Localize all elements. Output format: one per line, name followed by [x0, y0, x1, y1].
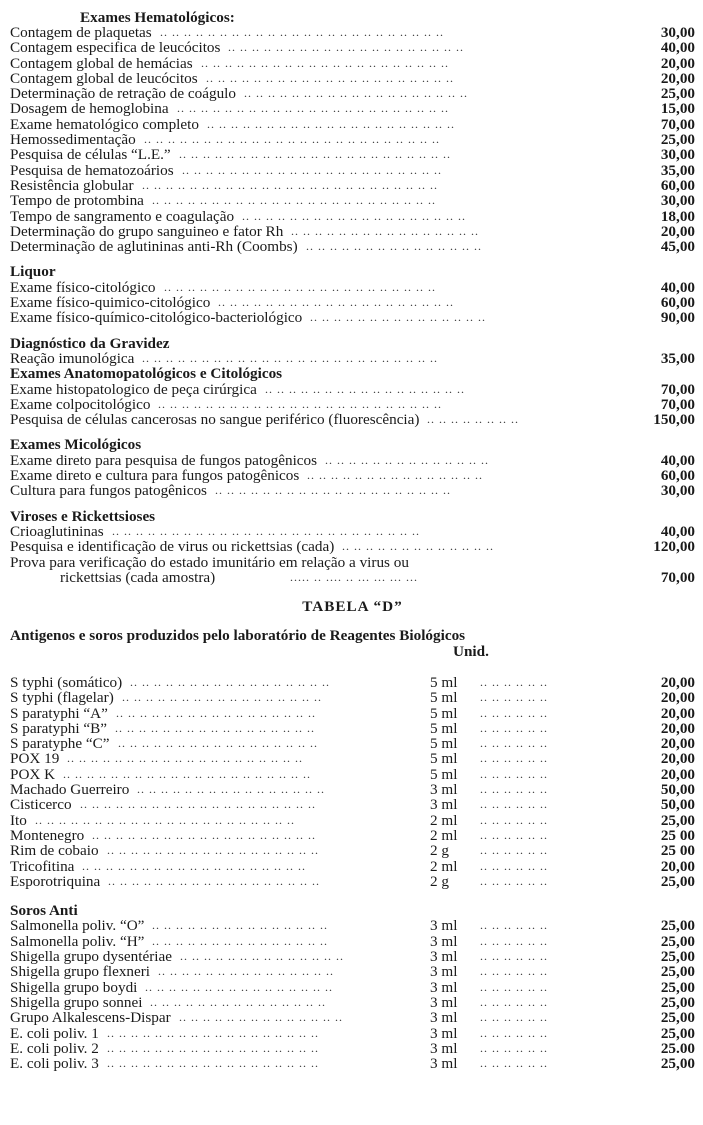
item-unit: 3 ml: [430, 963, 458, 981]
leader-dots: .. .. .. .. .. ..: [480, 1010, 548, 1025]
item-price: 50,00: [660, 796, 695, 814]
item-price: 120,00: [653, 538, 695, 556]
item-unit: 5 ml: [430, 750, 458, 768]
item-price: 30,00: [660, 192, 695, 210]
item-label: Exame direto para pesquisa de fungos patogênicos: [10, 451, 318, 469]
list-item: [10, 468, 695, 483]
item-price: 90,00: [660, 309, 695, 327]
item-price: 20,00: [660, 765, 695, 783]
item-price: 20,00: [660, 750, 695, 768]
item-label: Shigella grupo dysentériae: [10, 948, 172, 966]
leader-dots: .. .. .. .. .. ..: [480, 918, 548, 933]
item-label: E. coli poliv. 3: [10, 1055, 99, 1073]
item-label: Exame direto e cultura para fungos patogênicos: [10, 467, 300, 485]
leader-dots: .. .. .. .. .. .. .. .. .. .. .. .. .. .. .. .. .. .. ..: [242, 208, 466, 223]
leader-dots: .. .. .. .. .. ..: [480, 1025, 548, 1040]
item-label: POX K: [10, 765, 56, 783]
item-price: 70,00: [660, 115, 695, 133]
leader-dots: .. .. .. .. .. .. .. .. .. .. .. .. .. .. .. .. ..: [122, 690, 322, 705]
list-item: [10, 397, 695, 412]
item-unit: 5 ml: [430, 719, 458, 737]
soros-anti-list: [10, 918, 695, 1071]
item-unit: 5 ml: [430, 673, 458, 691]
leader-dots: .. .. .. .. .. .. .. .. .. .. .. .. .. .. .. .. .. .. .. .. .. .. .. ..: [152, 193, 436, 208]
item-label: Rim de cobaio: [10, 842, 99, 860]
list-item: [10, 310, 695, 325]
item-price: 20,00: [660, 689, 695, 707]
item-price: 25.00: [660, 1039, 695, 1057]
list-item: [10, 843, 695, 858]
list-item: [10, 117, 695, 132]
item-unit: 5 ml: [430, 704, 458, 722]
item-label: Determinação de retração de coágulo: [10, 85, 236, 103]
item-price: 70,00: [660, 395, 695, 413]
item-label: Ito: [10, 811, 27, 829]
leader-dots: .. .. .. .. .. ..: [480, 873, 548, 888]
leader-dots: .. .. .. .. .. .. .. .. .. .. .. .. .. .. .. .. ..: [116, 705, 316, 720]
item-label: Exame físico-citológico: [10, 278, 156, 296]
item-price: 25,00: [660, 993, 695, 1011]
leader-dots: .. .. .. .. .. .. .. .. .. .. .. .. .. .. .. .. .. .. .. .. .. .. ..: [179, 147, 451, 162]
list-item: [10, 797, 695, 812]
item-label: POX 19: [10, 750, 60, 768]
item-unit: 5 ml: [430, 765, 458, 783]
list-item: [10, 193, 695, 208]
item-price: 25,00: [660, 1009, 695, 1027]
item-price: 25,00: [660, 85, 695, 103]
leader-dots: .. .. .. .. .. .. .. .. .. .. .. .. .. .. ..: [152, 933, 328, 948]
item-label: Grupo Alkalescens-Dispar: [10, 1009, 171, 1027]
leader-dots: .. .. .. .. .. .. .. .. .. .. .. .. .. .. .. .. .. .. .. .. .. .. ..: [164, 279, 436, 294]
item-label: Crioaglutininas: [10, 522, 104, 540]
section-title: Exames Hematológicos:: [80, 9, 235, 26]
tabela-d-list: [10, 675, 695, 889]
item-label: Salmonella poliv. “H”: [10, 932, 145, 950]
list-item: [10, 524, 695, 539]
list-item: rickettsias (cada amostra) ..... .. .... .. ... ... ... ... 70,00: [60, 568, 695, 586]
list-item: [10, 224, 695, 239]
leader-dots: .. .. .. .. .. .. .. .. .. .. .. .. .. .. .. .. .. .. ..: [82, 858, 306, 873]
leader-dots: .. .. .. .. .. .. .. .. .. .. .. .. .. .. .. .. .. .. .. .. .. .. .. ..: [160, 25, 444, 39]
item-unit: 3 ml: [430, 1055, 458, 1073]
leader-dots: .. .. .. .. .. ..: [480, 827, 548, 842]
leader-dots: .. .. .. .. .. .. .. .. .. .. .. .. .. ..: [325, 452, 489, 467]
leader-dots: .. .. .. .. .. .. .. .. .. .. .. .. .. .. ..: [310, 310, 486, 325]
leader-dots: .. .. .. .. .. .. .. .. .. .. .. .. .. .. .. ..: [291, 223, 479, 238]
item-price: 60,00: [660, 294, 695, 312]
item-unit: 3 ml: [430, 932, 458, 950]
item-label: Determinação do grupo sanguineo e fator Rh: [10, 222, 284, 240]
item-price: 60,00: [660, 176, 695, 194]
item-label: Exame físico-químico-citológico-bacteriológico: [10, 309, 303, 327]
leader-dots: .. .. .. .. .. .. .. .. .. .. .. .. .. .. ..: [152, 918, 328, 933]
item-price: 25,00: [660, 131, 695, 149]
leader-dots: .. .. .. .. .. ..: [480, 674, 548, 689]
leader-dots: .. .. .. .. .. .. .. .. .. .. .. .. .. .. .. .. .. .. ..: [92, 827, 316, 842]
item-label: Montenegro: [10, 826, 85, 844]
list-item: [10, 239, 695, 254]
leader-dots: .. .. .. .. .. .. .. .. .. .. .. .. .. .. .. ..: [145, 979, 333, 994]
viroses-list: [10, 524, 695, 555]
item-label: Exame histopatologico de peça cirúrgica: [10, 380, 257, 398]
anatomo-list: [10, 382, 695, 428]
leader-dots: .. .. .. .. .. .. .. .. .. .. .. .. .. .. .. .. .. .. .. .. ..: [207, 116, 455, 131]
leader-dots: .. .. .. .. .. ..: [480, 751, 548, 766]
item-price: 40,00: [660, 39, 695, 57]
leader-dots: .. .. .. .. .. ..: [480, 736, 548, 751]
item-price: 20,00: [660, 704, 695, 722]
item-unit: 5 ml: [430, 689, 458, 707]
list-item: [10, 71, 695, 86]
leader-dots: .. .. .. .. .. .. .. .. .. .. .. .. .. .. .. .. ..: [130, 674, 330, 689]
item-price: 20,00: [660, 222, 695, 240]
list-item: [10, 1056, 695, 1071]
leader-dots: .. .. .. .. .. ..: [480, 994, 548, 1009]
item-unit: 3 ml: [430, 978, 458, 996]
table-subtitle: Antigenos e soros produzidos pelo laboratório de Reagentes Biológicos: [10, 627, 466, 645]
item-price: 18,00: [660, 207, 695, 225]
list-item: [10, 86, 695, 101]
item-label: Resistência globular: [10, 176, 134, 194]
list-item: [10, 675, 695, 690]
leader-dots: .. .. .. .. .. .. .. .. .. .. .. .. .. .. .. .. .. ..: [107, 843, 319, 858]
leader-dots: .. .. .. .. .. .. .. .. .. .. .. .. .. .. .. .. .. .. .. .. .. .. .. .. ..: [142, 350, 438, 365]
leader-dots: .. .. .. .. .. .. .. .. .. .. .. .. .. .. .. .. ..: [115, 720, 315, 735]
leader-dots: .. .. .. .. .. .. .. .. .. .. .. .. .. .. .. .. .. .. ..: [244, 86, 468, 101]
item-price: 20,00: [660, 69, 695, 87]
item-unit: 3 ml: [430, 948, 458, 966]
item-unit: 3 ml: [430, 1009, 458, 1027]
list-item: [10, 782, 695, 797]
leader-dots: .. .. .. .. .. .. .. .. .. .. .. .. .. .. .. .. .. .. .. .. .. .. .. .. ..: [142, 177, 438, 192]
item-label: Contagem global de hemácias: [10, 54, 193, 72]
leader-dots: .. .. .. .. .. ..: [480, 690, 548, 705]
leader-dots: .. .. .. .. .. .. .. .. .. .. .. .. .. .. .. .. .. .. .. .. .. .. .. .. ..: [144, 132, 440, 147]
list-item: [10, 147, 695, 162]
leader-dots: .. .. .. .. .. .. .. .. .. .. .. .. .. .. .. .. .. .. .. ..: [80, 797, 316, 812]
item-label: S paratyphi “A”: [10, 704, 108, 722]
item-price: 25 00: [660, 842, 695, 860]
list-item: [10, 382, 695, 397]
item-label: Contagem de plaquetas: [10, 24, 152, 41]
item-label: S paratyphi “B”: [10, 719, 108, 737]
list-item: [10, 813, 695, 828]
leader-dots: .. .. .. .. .. .. .. .. .. .. .. .. .. .. .. ..: [137, 782, 325, 797]
list-item: [10, 539, 695, 554]
list-item: [10, 874, 695, 889]
item-label: Tempo de protombina: [10, 192, 144, 210]
item-label: E. coli poliv. 1: [10, 1024, 99, 1042]
item-unit: 3 ml: [430, 796, 458, 814]
list-item: [10, 453, 695, 468]
item-price: 25,00: [660, 932, 695, 950]
leader-dots: .. .. .. .. .. .. .. .. .. .. .. .. .. .. .. .. .. ..: [107, 1025, 319, 1040]
leader-dots: .. .. .. .. .. ..: [480, 705, 548, 720]
item-label: Pesquisa de hematozoários: [10, 161, 174, 179]
item-label: Hemossedimentação: [10, 131, 136, 149]
leader-dots: .. .. .. .. .. .. .. .. .. .. .. .. .. .. ..: [158, 964, 334, 979]
leader-dots: .. .. .. .. .. ..: [480, 812, 548, 827]
list-item: [10, 767, 695, 782]
item-label: Pesquisa de células “L.E.”: [10, 146, 171, 164]
leader-dots: .. .. .. .. .. ..: [480, 1056, 548, 1071]
leader-dots: .. .. .. .. .. ..: [480, 858, 548, 873]
list-item: [10, 280, 695, 295]
leader-dots: .. .. .. .. .. .. .. .. .. .. .. .. .. .. ..: [306, 239, 482, 254]
list-item: [10, 859, 695, 874]
leader-dots: .. .. .. .. .. .. .. .. .. .. .. .. .. .. .. .. .. ..: [107, 1040, 319, 1055]
item-unit: 2 g: [430, 872, 449, 890]
item-price: 25,00: [660, 963, 695, 981]
list-item: [10, 736, 695, 751]
list-item: [10, 918, 695, 933]
list-item: [10, 934, 695, 949]
table-title: TABELA “D”: [302, 598, 403, 616]
item-price: 20,00: [660, 735, 695, 753]
item-price: 150,00: [653, 411, 695, 429]
leader-dots: .. .. .. .. .. .. .. .. .. .. .. .. .. .. .. .. .. .. .. ..: [228, 40, 464, 55]
item-price: 15,00: [660, 100, 695, 118]
item-price: 60,00: [660, 467, 695, 485]
leader-dots: .. .. .. .. .. .. .. .. .. .. .. .. ..: [342, 539, 494, 554]
item-label: Dosagem de hemoglobina: [10, 100, 169, 118]
item-unit: 2 ml: [430, 857, 458, 875]
item-label: Salmonella poliv. “O”: [10, 917, 145, 935]
item-label: Exame físico-quimico-citológico: [10, 294, 211, 312]
list-item: [10, 483, 695, 498]
item-price: 20,00: [660, 54, 695, 72]
item-unit: 5 ml: [430, 735, 458, 753]
leader-dots: .. .. .. .. .. .. .. .. .. .. .. .. .. .. .. .. ..: [265, 381, 465, 396]
list-item: [10, 964, 695, 979]
leader-dots: .. .. .. .. .. .. .. .. .. .. .. .. .. .. ..: [150, 994, 326, 1009]
item-unit: 2 ml: [430, 811, 458, 829]
leader-dots: .. .. .. .. .. .. .. .. .. .. .. .. .. .. ..: [307, 468, 483, 483]
leader-dots: .. .. .. .. .. .. .. .. .. .. .. .. .. .. .. .. .. .. .. .. .. ..: [182, 162, 442, 177]
item-price: 35,00: [660, 349, 695, 367]
item-label: Machado Guerreiro: [10, 781, 130, 799]
item-price: 70,00: [660, 380, 695, 398]
hematologicos-list: [10, 25, 695, 254]
leader-dots: .. .. .. .. .. .. .. .. .. .. .. .. .. .. .. .. .. .. .. .. ..: [201, 55, 449, 70]
section-title: Diagnóstico da Gravidez: [10, 334, 170, 352]
item-label: Exame colpocitológico: [10, 395, 151, 413]
leader-dots: .. .. .. .. .. .. .. ..: [427, 412, 519, 427]
leader-dots: .. .. .. .. .. ..: [480, 1040, 548, 1055]
leader-dots: .. .. .. .. .. .. .. .. .. .. .. .. .. .. .. .. .. ..: [108, 873, 320, 888]
item-label: Contagem global de leucócitos: [10, 69, 198, 87]
item-price: 25 00: [660, 826, 695, 844]
leader-dots: .. .. .. .. .. .. .. .. .. .. .. .. .. .. .. .. ..: [118, 736, 318, 751]
item-label: Reação imunológica: [10, 349, 135, 367]
list-item: [10, 1010, 695, 1025]
leader-dots: .. .. .. .. .. ..: [480, 720, 548, 735]
item-price: 30,00: [660, 146, 695, 164]
leader-dots: .. .. .. .. .. .. .. .. .. .. .. .. .. .. .. .. .. .. .. .. ..: [63, 766, 311, 781]
list-item: [10, 295, 695, 310]
leader-dots: .. .. .. .. .. ..: [480, 843, 548, 858]
leader-dots: .. .. .. .. .. .. .. .. .. .. .. .. .. .. .. .. .. .. .. .. ..: [206, 70, 454, 85]
list-item: [10, 163, 695, 178]
list-item: [10, 690, 695, 705]
item-price: 25,00: [660, 872, 695, 890]
item-label: Contagem especifica de leucócitos: [10, 39, 221, 57]
list-item: [10, 178, 695, 193]
item-price: 25,00: [660, 948, 695, 966]
item-price: 45,00: [660, 238, 695, 256]
list-item: [10, 412, 695, 427]
item-price: 25,00: [660, 811, 695, 829]
item-price: 20,00: [660, 857, 695, 875]
leader-dots: .. .. .. .. .. ..: [480, 782, 548, 797]
item-price: 40,00: [660, 278, 695, 296]
list-item: [10, 828, 695, 843]
section-title: Exames Anatomopatológicos e Citológicos: [10, 365, 283, 383]
list-item: [10, 25, 695, 40]
item-price: 35,00: [660, 161, 695, 179]
item-price: 40,00: [660, 522, 695, 540]
leader-dots: .. .. .. .. .. .. .. .. .. .. .. .. .. .. .. .. .. .. .. ..: [215, 483, 451, 498]
list-item: [10, 101, 695, 116]
item-label: S typhi (somático): [10, 673, 123, 691]
leader-dots: .. .. .. .. .. .. .. .. .. .. .. .. .. .. .. .. .. .. .. .. .. .. .. .. .. ..: [112, 523, 420, 538]
item-label: E. coli poliv. 2: [10, 1039, 99, 1057]
item-price: 25,00: [660, 978, 695, 996]
item-unit: 2 ml: [430, 826, 458, 844]
list-item: [10, 1041, 695, 1056]
item-unit: 3 ml: [430, 781, 458, 799]
leader-dots: .. .. .. .. .. .. .. .. .. .. .. .. .. .. .. .. .. .. .. ..: [67, 751, 303, 766]
list-item: [10, 56, 695, 71]
leader-dots: .. .. .. .. .. ..: [480, 949, 548, 964]
leader-dots: .. .. .. .. .. ..: [480, 797, 548, 812]
list-item: [10, 706, 695, 721]
gravidez-list: [10, 351, 695, 366]
section-title: Soros Anti: [10, 902, 78, 920]
list-item: [10, 40, 695, 55]
item-price: 25,00: [660, 917, 695, 935]
leader-dots: .. .. .. .. .. ..: [480, 964, 548, 979]
list-item: [10, 1026, 695, 1041]
item-unit: 3 ml: [430, 917, 458, 935]
list-item: [10, 209, 695, 224]
leader-dots: .. .. .. .. .. .. .. .. .. .. .. .. .. ..: [180, 949, 344, 964]
item-price: 25,00: [660, 1024, 695, 1042]
item-label: Pesquisa e identificação de virus ou rickettsias (cada): [10, 538, 335, 556]
leader-dots: .. .. .. .. .. .. .. .. .. .. .. .. .. .. .. .. .. .. .. .. .. ..: [35, 812, 295, 827]
leader-dots: .. .. .. .. .. .. .. .. .. .. .. .. .. .. .. .. .. .. .. .. .. .. ..: [177, 101, 449, 116]
leader-dots: .. .. .. .. .. .. .. .. .. .. .. .. .. .. .. .. .. ..: [107, 1056, 319, 1071]
item-price: 40,00: [660, 451, 695, 469]
unit-header: Unid.: [453, 642, 489, 660]
list-item: [10, 132, 695, 147]
section-title: Liquor: [10, 263, 56, 281]
list-item: [10, 980, 695, 995]
item-price: 20,00: [660, 719, 695, 737]
item-label: Tempo de sangramento e coagulação: [10, 207, 235, 225]
item-unit: 3 ml: [430, 1024, 458, 1042]
section-title: Exames Micológicos: [10, 436, 142, 454]
section-hematologicos: [10, 10, 695, 25]
list-item: [10, 995, 695, 1010]
list-item: [10, 351, 695, 366]
item-label: Shigella grupo boydi: [10, 978, 138, 996]
leader-dots: .. .. .. .. .. ..: [480, 979, 548, 994]
list-item: [10, 721, 695, 736]
list-item: [10, 949, 695, 964]
item-price: 30,00: [660, 482, 695, 500]
item-label: S typhi (flagelar): [10, 689, 114, 707]
leader-dots: .. .. .. .. .. .. .. .. .. .. .. .. .. .. .. .. .. .. .. ..: [218, 295, 454, 310]
item-label: Exame hematológico completo: [10, 115, 199, 133]
item-label: Shigella grupo sonnei: [10, 993, 143, 1011]
leader-dots: .. .. .. .. .. .. .. .. .. .. .. .. .. ..: [179, 1010, 343, 1025]
list-item: Prova para verificação do estado imunitário em relação a virus ou: [10, 553, 409, 571]
section-title: Viroses e Rickettsioses: [10, 507, 156, 525]
item-label: Pesquisa de células cancerosas no sangue periférico (fluorescência): [10, 411, 420, 429]
liquor-list: [10, 280, 695, 326]
item-unit: 2 g: [430, 842, 449, 860]
list-item: [10, 751, 695, 766]
item-label: Cultura para fungos patogênicos: [10, 482, 207, 500]
item-label: Esporotriquina: [10, 872, 101, 890]
item-label: Tricofitina: [10, 857, 75, 875]
item-label: Shigella grupo flexneri: [10, 963, 151, 981]
item-unit: 3 ml: [430, 993, 458, 1011]
leader-dots: .. .. .. .. .. .. .. .. .. .. .. .. .. .. .. .. .. .. .. .. .. .. .. ..: [158, 396, 442, 411]
item-price: 50,00: [660, 781, 695, 799]
item-price: 25,00: [660, 1055, 695, 1073]
item-unit: 3 ml: [430, 1039, 458, 1057]
item-label: Determinação de aglutininas anti-Rh (Coombs): [10, 238, 298, 256]
micologicos-list: [10, 453, 695, 499]
price-table-page: [10, 10, 695, 1071]
leader-dots: .. .. .. .. .. ..: [480, 933, 548, 948]
item-label: S paratyphe “C”: [10, 735, 110, 753]
item-price: 30,00: [660, 24, 695, 41]
leader-dots: .. .. .. .. .. ..: [480, 766, 548, 781]
item-label: Cisticerco: [10, 796, 72, 814]
item-price: 20,00: [660, 673, 695, 691]
